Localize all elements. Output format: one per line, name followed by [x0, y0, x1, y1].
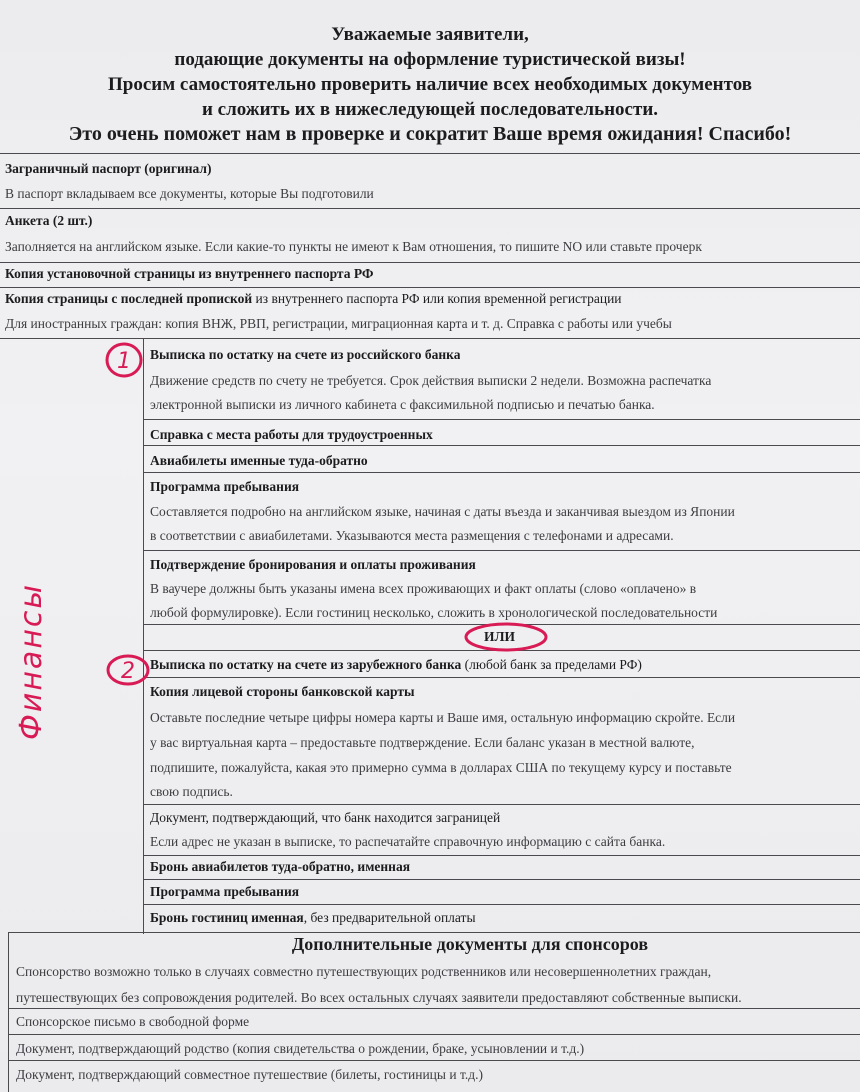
header-line-5: Это очень поможет нам в проверке и сократит Ваше время ожидания! Спасибо!	[68, 123, 792, 145]
foreigners-note: Для иностранных граждан: копия ВНЖ, РВП, регистрации, миграционная карта и т. д. Справка с работы или учебы	[5, 316, 672, 331]
sponsor-letter: Спонсорское письмо в свободной форме	[16, 1014, 250, 1029]
passport-title: Заграничный паспорт (оригинал)	[5, 161, 212, 176]
or-separator: ИЛИ	[484, 629, 516, 644]
registration-copy-bold: Копия страницы с последней пропиской	[5, 291, 253, 306]
foreign-bank-statement-bold: Выписка по остатку на счете из зарубежного банка	[150, 657, 462, 672]
russian-bank-statement-line-1: Движение средств по счету не требуется. Срок действия выписки 2 недели. Возможна распечатка	[150, 373, 712, 388]
foreign-bank-statement-rest: (любой банк за пределами РФ)	[461, 657, 642, 672]
sponsors-note-line-1: Спонсорство возможно только в случаях совместно путешествующих родственников или несовершеннолетних граждан,	[16, 964, 712, 979]
hotel-confirmation-line-2: любой формулировке). Если гостиниц несколько, сложить в хронологической последовательности	[150, 605, 718, 620]
form-title: Анкета (2 шт.)	[5, 213, 93, 228]
bank-card-line-4: свою подпись.	[150, 784, 233, 799]
ticket-booking: Бронь авиабилетов туда-обратно, именная	[150, 859, 410, 874]
registration-copy-rest: из внутреннего паспорта РФ или копия временной регистрации	[252, 291, 622, 306]
hotel-confirmation-title: Подтверждение бронирования и оплаты проживания	[150, 557, 476, 572]
header-line-2: подающие документы на оформление туристической визы!	[174, 49, 686, 70]
bank-card-line-2: у вас виртуальная карта – предоставьте подтверждение. Если баланс указан в местной валюте,	[150, 735, 695, 750]
kinship-document: Документ, подтверждающий родство (копия свидетельства о рождении, браке, усыновлении и т.д.)	[16, 1041, 585, 1056]
bank-card-title: Копия лицевой стороны банковской карты	[150, 684, 415, 699]
air-tickets: Авиабилеты именные туда-обратно	[150, 453, 368, 468]
finance-side-label: Финансы	[14, 582, 49, 740]
bank-abroad-document: Документ, подтверждающий, что банк находится заграницей	[150, 810, 501, 825]
russian-bank-statement-line-2: электронной выписки из личного кабинета с факсимильной подписью и печатью банка.	[150, 397, 655, 412]
stay-program-title: Программа пребывания	[150, 479, 300, 494]
hotel-booking-rest: , без предварительной оплаты	[303, 910, 476, 925]
header-line-3: Просим самостоятельно проверить наличие всех необходимых документов	[108, 74, 752, 95]
marker-2: 2	[121, 659, 135, 684]
stay-program-line-2: в соответствии с авиабилетами. Указываются места размещения с телефонами и адресами.	[150, 528, 674, 543]
stay-program: Программа пребывания	[150, 884, 300, 899]
internal-passport-copy: Копия установочной страницы из внутреннего паспорта РФ	[5, 266, 374, 281]
sponsors-title: Дополнительные документы для спонсоров	[291, 934, 649, 954]
bank-abroad-note: Если адрес не указан в выписке, то распечатайте справочную информацию с сайта банка.	[150, 834, 666, 849]
or-circle	[466, 624, 546, 650]
work-certificate: Справка с места работы для трудоустроенных	[150, 427, 433, 442]
hotel-booking-bold: Бронь гостиниц именная	[150, 910, 304, 925]
marker-1: 1	[117, 349, 131, 374]
stay-program-line-1: Составляется подробно на английском языке, начиная с даты въезда и заканчивая выездом из Японии	[150, 504, 735, 519]
joint-travel-document: Документ, подтверждающий совместное путешествие (билеты, гостиницы и т.д.)	[16, 1067, 483, 1082]
bank-card-line-3: подпишите, пожалуйста, какая это примерно сумма в долларах США по текущему курсу и поставьте	[150, 760, 732, 775]
header-line-4: и сложить их в нижеследующей последовательности.	[201, 99, 659, 120]
sponsors-note-line-2: путешествующих без сопровождения родителей. Во всех остальных случаях заявители предоставляют собственные выписки.	[16, 990, 742, 1005]
form-note: Заполняется на английском языке. Если какие-то пункты не имеют к Вам отношения, то пишите NO или ставьте прочерк	[5, 239, 702, 254]
hotel-confirmation-line-1: В ваучере должны быть указаны имена всех проживающих и факт оплаты (слово «оплачено» в	[150, 581, 697, 596]
bank-card-line-1: Оставьте последние четыре цифры номера карты и Ваше имя, остальную информацию скройте. Если	[150, 710, 736, 725]
passport-note: В паспорт вкладываем все документы, которые Вы подготовили	[5, 186, 374, 201]
russian-bank-statement-title: Выписка по остатку на счете из российского банка	[150, 347, 461, 362]
header-line-1: Уважаемые заявители,	[331, 24, 529, 45]
